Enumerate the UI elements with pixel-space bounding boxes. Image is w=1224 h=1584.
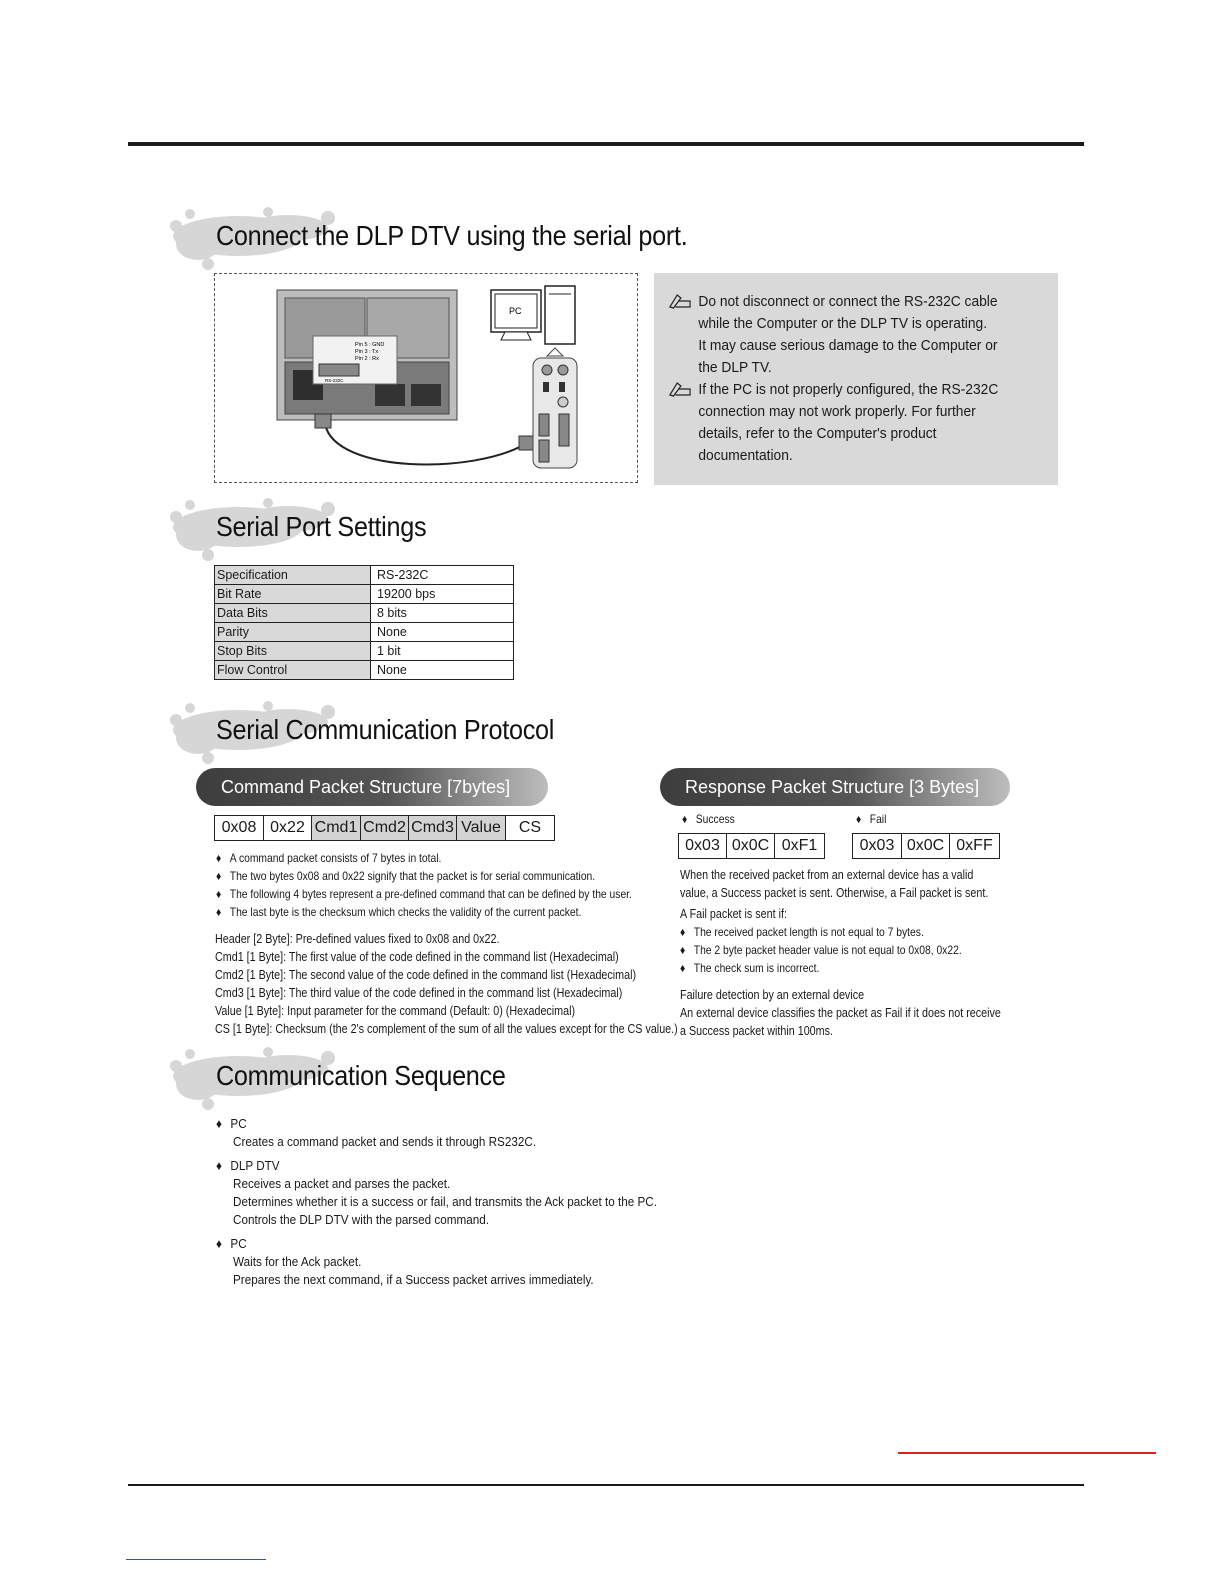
- packet-cell: 0x22: [264, 816, 312, 840]
- setting-value: RS-232C: [371, 566, 514, 585]
- fail-bullet: ♦ The received packet length is not equal to 7 bytes.: [680, 925, 924, 939]
- red-accent-line: [898, 1452, 1156, 1454]
- command-bullet: ♦ The last byte is the checksum which checks the validity of the current packet.: [216, 905, 582, 919]
- sequence-line: Creates a command packet and sends it through RS232C.: [233, 1134, 537, 1149]
- packet-cell: 0x0C: [902, 834, 950, 858]
- success-label: ♦ Success: [682, 812, 735, 826]
- command-detail: CS [1 Byte]: Checksum (the 2's complement of the sum of all the values except for the CS value.): [215, 1022, 678, 1036]
- sequence-actor: ♦ PC: [216, 1116, 247, 1131]
- fail-bullet: ♦ The 2 byte packet header value is not equal to 0x08, 0x22.: [680, 943, 962, 957]
- packet-cell: 0x03: [853, 834, 902, 858]
- note-2-line-1: If the PC is not properly configured, the RS-232C: [698, 381, 999, 398]
- detection-text: Failure detection by an external device: [680, 988, 865, 1002]
- command-detail: Header [2 Byte]: Pre-defined values fixed to 0x08 and 0x22.: [215, 932, 500, 946]
- setting-value: 19200 bps: [371, 585, 514, 604]
- section-sequence: [168, 1046, 768, 1116]
- sequence-actor: ♦ DLP DTV: [216, 1158, 280, 1173]
- setting-value: 8 bits: [371, 604, 514, 623]
- table-row: [215, 661, 514, 680]
- packet-cell: 0xFF: [956, 837, 993, 854]
- section-title-text: Serial Communication Protocol: [216, 714, 555, 745]
- pin2-label: Pin 2 : Rx: [355, 356, 379, 362]
- table-row: [215, 623, 514, 642]
- sequence-line: Determines whether it is a success or fail, and transmits the Ack packet to the PC.: [233, 1194, 657, 1209]
- response-packet-heading: Response Packet Structure [3 Bytes]: [660, 768, 1010, 806]
- note-2: [668, 379, 1018, 467]
- pin3-label: Pin 3 : Tx: [355, 349, 379, 355]
- note-2-line-3: details, refer to the Computer's product: [698, 425, 937, 442]
- packet-cell: Value: [457, 816, 506, 840]
- command-packet-heading: Command Packet Structure [7bytes]: [196, 768, 548, 806]
- setting-key: Stop Bits: [215, 642, 371, 661]
- note-1-line-4: the DLP TV.: [698, 359, 772, 376]
- detection-text: An external device classifies the packet as Fail if it does not receive: [680, 1006, 1001, 1020]
- fail-intro: A Fail packet is sent if:: [680, 907, 787, 921]
- command-bullet: ♦ The following 4 bytes represent a pre-defined command that can be defined by the user.: [216, 887, 632, 901]
- command-detail: Cmd2 [1 Byte]: The second value of the code defined in the command list (Hexadecimal): [215, 968, 637, 982]
- section-title-text: Connect the DLP DTV using the serial port.: [216, 220, 688, 251]
- sequence-actor: ♦ PC: [216, 1236, 247, 1251]
- setting-value: None: [371, 623, 514, 642]
- success-packet-cells: [678, 833, 825, 859]
- command-packet-cells: [214, 815, 555, 841]
- packet-cell: 0x0C: [727, 834, 775, 858]
- setting-key: Parity: [215, 623, 371, 642]
- table-row: [215, 566, 514, 585]
- setting-key: Flow Control: [215, 661, 371, 680]
- pen-note-icon: [668, 291, 692, 309]
- note-1-line-1: Do not disconnect or connect the RS-232C cable: [698, 293, 998, 310]
- command-detail: Value [1 Byte]: Input parameter for the command (Default: 0) (Hexadecimal): [215, 1004, 576, 1018]
- sequence-line: Controls the DLP DTV with the parsed command.: [233, 1212, 490, 1227]
- response-desc: value, a Success packet is sent. Otherwise, a Fail packet is sent.: [680, 886, 989, 900]
- packet-cell: 0x08: [215, 816, 264, 840]
- section-connect: [168, 206, 768, 276]
- section-title-text: Communication Sequence: [216, 1060, 506, 1091]
- setting-value: 1 bit: [371, 642, 514, 661]
- command-detail: Cmd1 [1 Byte]: The first value of the code defined in the command list (Hexadecimal): [215, 950, 619, 964]
- connection-diagram: [214, 273, 638, 483]
- setting-key: Data Bits: [215, 604, 371, 623]
- packet-cell: CS: [518, 819, 542, 836]
- sequence-line: Prepares the next command, if a Success packet arrives immediately.: [233, 1272, 594, 1287]
- fail-label: ♦ Fail: [856, 812, 887, 826]
- pin5-label: Pin 5 : GND: [355, 342, 385, 348]
- packet-cell: Cmd1: [312, 816, 361, 840]
- command-bullet: ♦ The two bytes 0x08 and 0x22 signify that the packet is for serial communication.: [216, 869, 596, 883]
- fail-bullet: ♦ The check sum is incorrect.: [680, 961, 820, 975]
- blue-link-line: [126, 1559, 266, 1560]
- top-rule: [128, 142, 1084, 146]
- packet-cell: 0x03: [679, 834, 727, 858]
- table-row: [215, 585, 514, 604]
- serial-settings-table: [214, 565, 514, 680]
- command-detail: Cmd3 [1 Byte]: The third value of the code defined in the command list (Hexadecimal): [215, 986, 623, 1000]
- note-1: [668, 291, 1018, 379]
- table-row: [215, 642, 514, 661]
- bottom-rule: [128, 1484, 1084, 1486]
- note-1-line-3: It may cause serious damage to the Computer or: [698, 337, 998, 354]
- sequence-line: Waits for the Ack packet.: [233, 1254, 362, 1269]
- setting-value: None: [371, 661, 514, 680]
- packet-cell: 0xF1: [781, 837, 818, 854]
- section-protocol: [168, 700, 768, 770]
- setting-key: Bit Rate: [215, 585, 371, 604]
- note-1-line-2: while the Computer or the DLP TV is operating.: [698, 315, 988, 332]
- section-title-text: Serial Port Settings: [216, 511, 427, 542]
- packet-cell: Cmd2: [361, 816, 409, 840]
- table-row: [215, 604, 514, 623]
- pen-note-icon: [668, 379, 692, 397]
- packet-cell: Cmd3: [409, 816, 457, 840]
- setting-key: Specification: [215, 566, 371, 585]
- fail-packet-cells: [852, 833, 1000, 859]
- detection-text: a Success packet within 100ms.: [680, 1024, 833, 1038]
- pc-label: PC: [509, 306, 522, 316]
- caution-note-box: [654, 273, 1058, 485]
- note-2-line-4: documentation.: [698, 447, 793, 464]
- command-bullet: ♦ A command packet consists of 7 bytes in total.: [216, 851, 442, 865]
- note-2-line-2: connection may not work properly. For further: [698, 403, 976, 420]
- tv-pc-illustration: [215, 274, 635, 480]
- sequence-line: Receives a packet and parses the packet.: [233, 1176, 451, 1191]
- rs232c-connector-label: RS-232C: [325, 378, 344, 383]
- response-desc: When the received packet from an external device has a valid: [680, 868, 974, 882]
- section-settings: [168, 497, 768, 567]
